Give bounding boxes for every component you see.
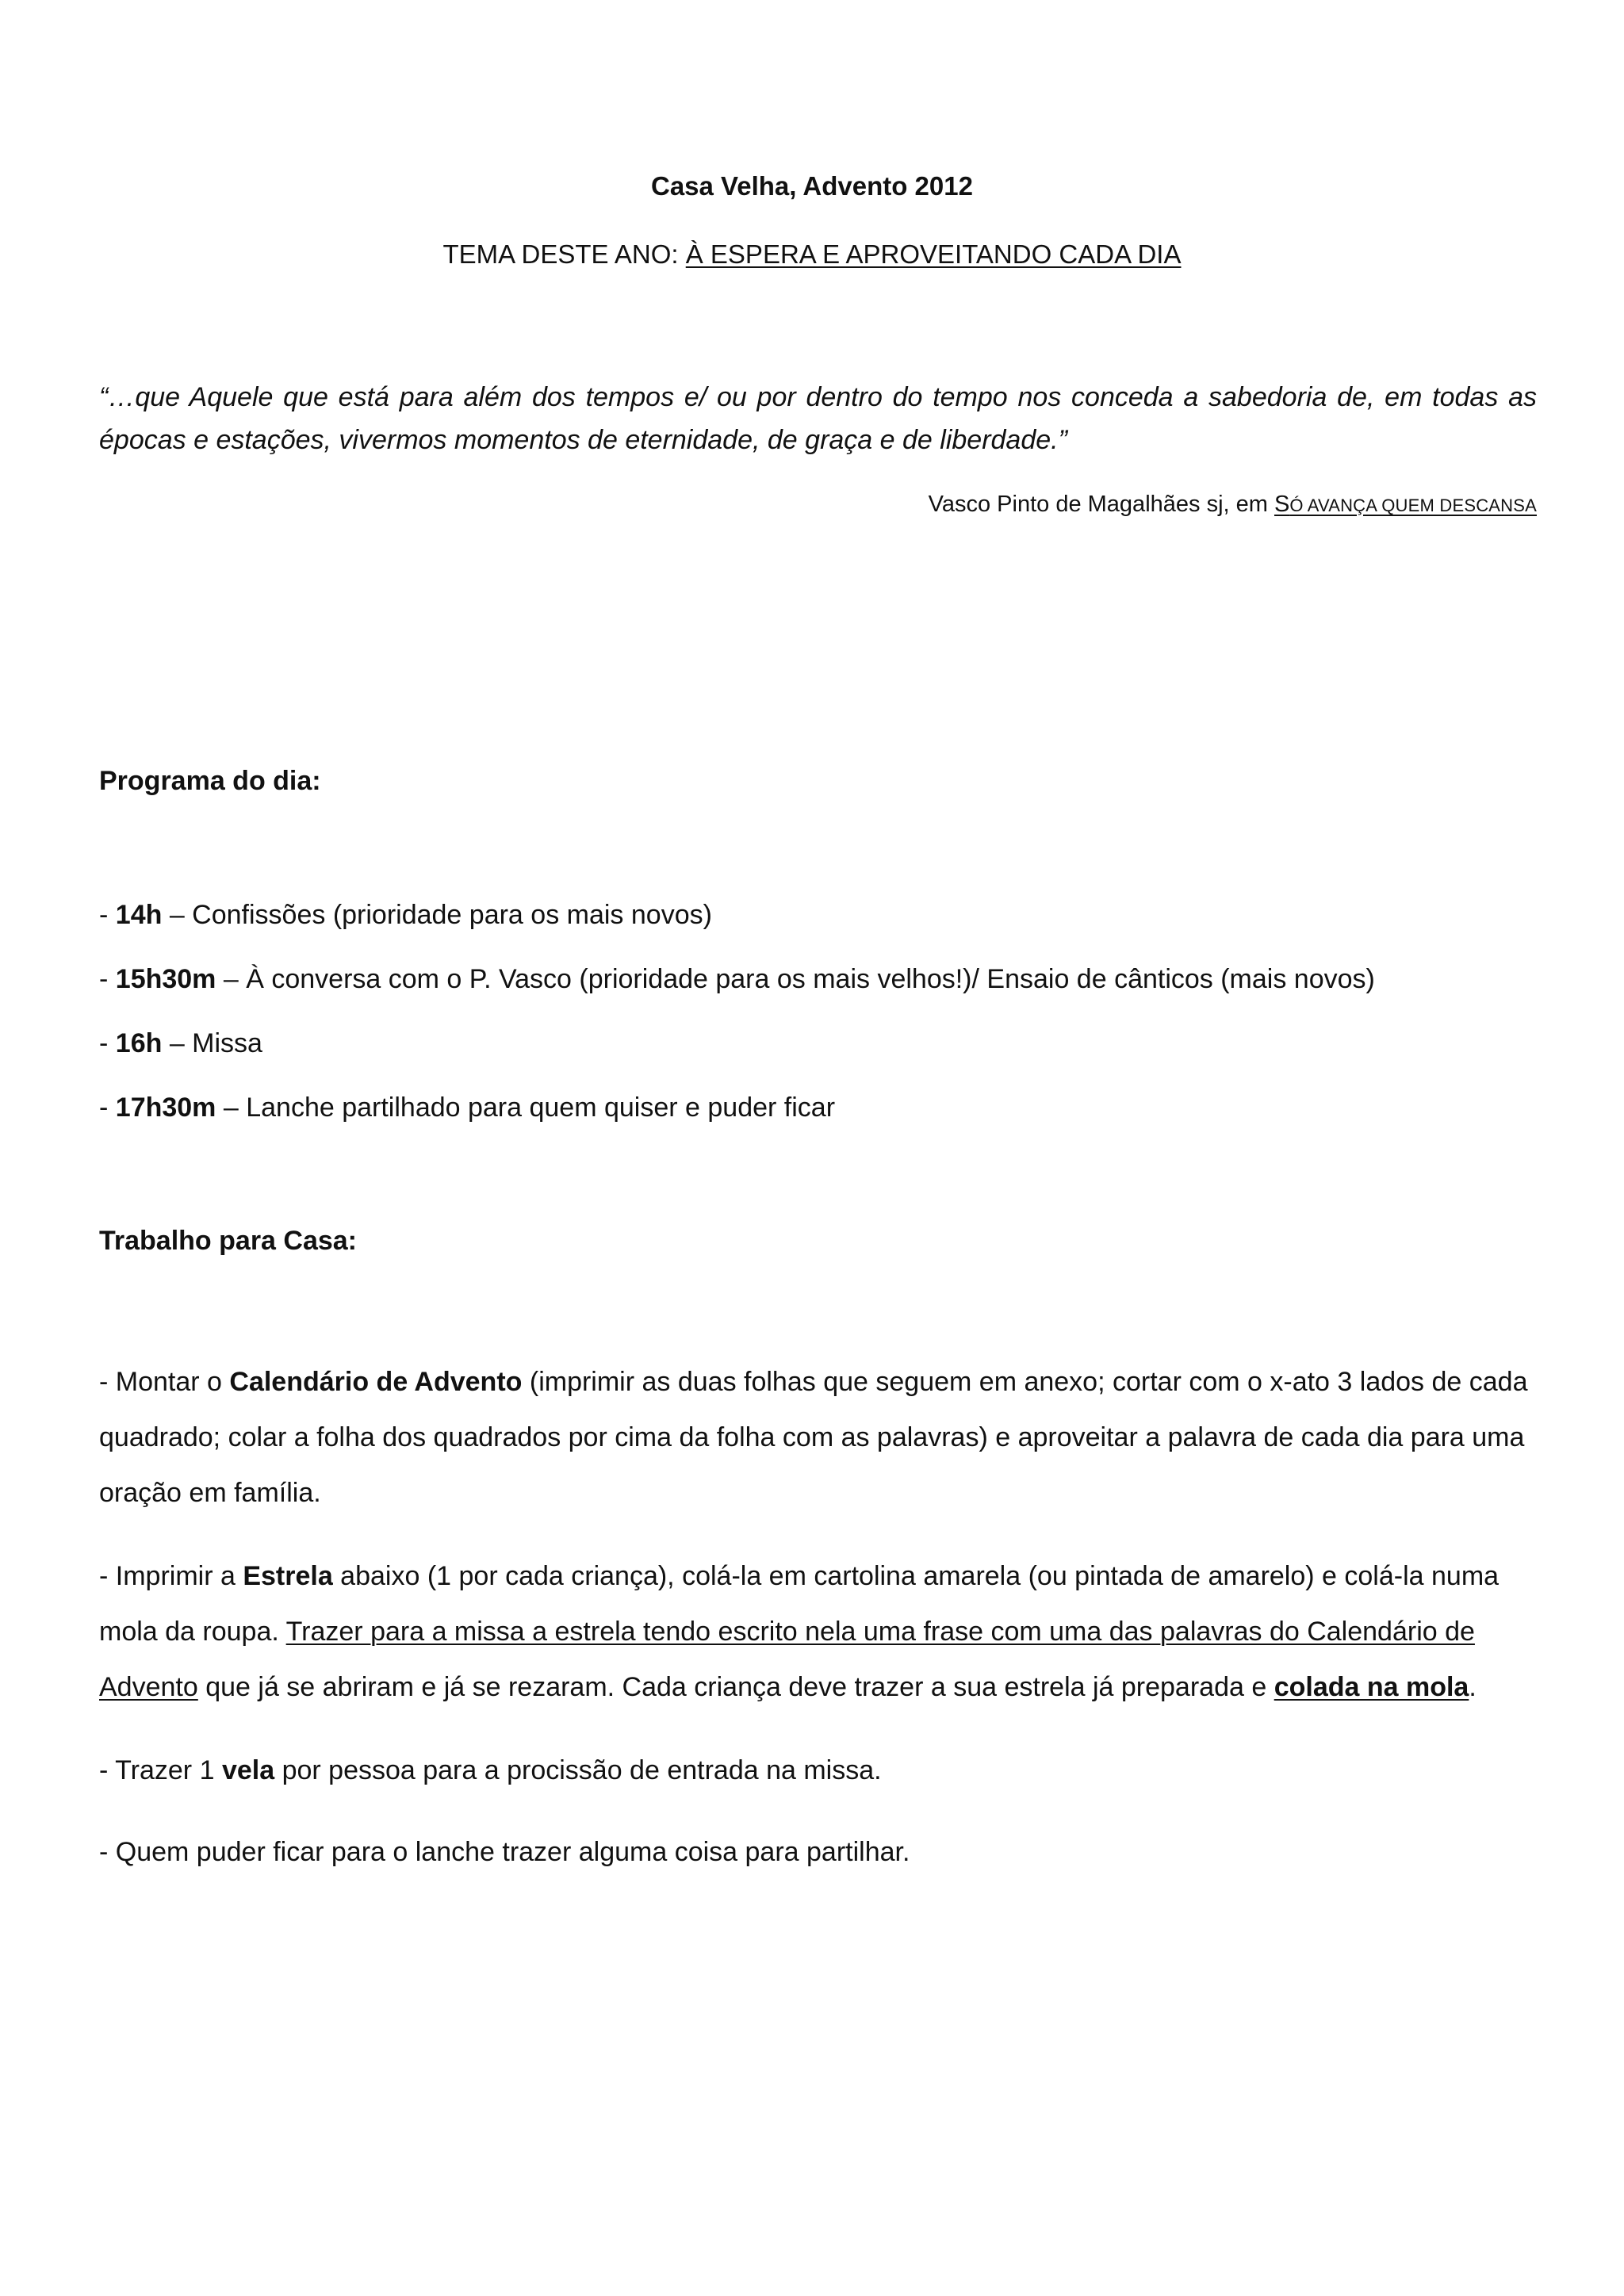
homework-item-snack: [99, 1837, 910, 1868]
item-prefix: -: [99, 1093, 116, 1123]
item-text: .: [1469, 1672, 1477, 1702]
item-text: abaixo (1 por cada criança), colá-la em cartolina amarela (ou pintada de amarelo) e colá-la numa mola da roupa.: [99, 1561, 1500, 1647]
item-text: - Montar o: [99, 1367, 230, 1397]
item-emphasis-underlined: colada na mola: [1274, 1672, 1469, 1702]
item-text: - Imprimir a: [99, 1561, 243, 1591]
item-underlined: Trazer para a missa a estrela tendo escrito nela uma frase com uma das palavras do Calendário de Advento: [99, 1617, 1475, 1702]
item-time: 15h30m: [115, 964, 216, 994]
item-text: – À conversa com o P. Vasco (prioridade para os mais velhos!)/ Ensaio de cânticos (mais novos): [216, 964, 1375, 994]
theme-lead: TEMA DESTE ANO:: [442, 239, 686, 269]
theme-title: À ESPERA E APROVEITANDO CADA DIA: [685, 239, 1182, 269]
item-time: 16h: [115, 1028, 163, 1058]
item-text: por pessoa para a procissão de entrada na missa.: [274, 1755, 882, 1785]
item-text: – Missa: [162, 1028, 262, 1058]
item-text: - Trazer 1: [99, 1755, 222, 1785]
book-title: [1274, 492, 1537, 517]
item-prefix: -: [99, 964, 116, 994]
item-text: - Quem puder ficar para o lanche trazer alguma coisa para partilhar.: [99, 1837, 910, 1867]
item-prefix: -: [99, 1028, 116, 1058]
title-text: Casa Velha, Advento 2012: [651, 171, 973, 201]
book-title-rest: Ó AVANÇA QUEM DESCANSA: [1289, 496, 1537, 515]
item-prefix: -: [99, 900, 116, 930]
item-emphasis: Calendário de Advento: [229, 1367, 523, 1397]
document-title: [0, 171, 1624, 201]
item-emphasis: Estrela: [243, 1561, 333, 1591]
program-item-14h: [99, 900, 712, 931]
program-item-15h30m: [99, 964, 1375, 995]
program-heading: Programa do dia:: [99, 766, 321, 796]
homework-item-star: [99, 1548, 1537, 1715]
homework-item-calendar: [99, 1354, 1537, 1521]
item-time: 14h: [115, 900, 163, 930]
quote-attribution: [929, 492, 1537, 518]
item-time: 17h30m: [115, 1093, 216, 1123]
item-text: – Lanche partilhado para quem quiser e puder ficar: [216, 1093, 836, 1123]
book-title-initial: S: [1274, 492, 1290, 517]
item-text: que já se abriram e já se rezaram. Cada criança deve trazer a sua estrela já preparada e: [197, 1672, 1274, 1702]
theme-line: [0, 239, 1624, 270]
program-item-16h: [99, 1028, 262, 1059]
program-item-17h30m: [99, 1093, 835, 1123]
item-text: – Confissões (prioridade para os mais novos): [162, 900, 712, 930]
item-emphasis: vela: [221, 1755, 275, 1785]
opening-quote: “…que Aquele que está para além dos tempos e/ ou por dentro do tempo nos conceda a sabedoria de, em todas as épocas e estações, vivermos momentos de eternidade, de graça e de liberdade.”: [99, 382, 1537, 455]
attribution-lead: Vasco Pinto de Magalhães sj, em: [928, 492, 1274, 517]
homework-heading: Trabalho para Casa:: [99, 1226, 358, 1256]
homework-item-candle: [99, 1755, 882, 1786]
item-text: (imprimir as duas folhas que seguem em anexo; cortar com o x-ato 3 lados de cada quadrado; colar a folha dos quadrados por cima da folha com as palavras) e aproveitar a palavra de cada dia para uma oração em família.: [99, 1367, 1528, 1508]
